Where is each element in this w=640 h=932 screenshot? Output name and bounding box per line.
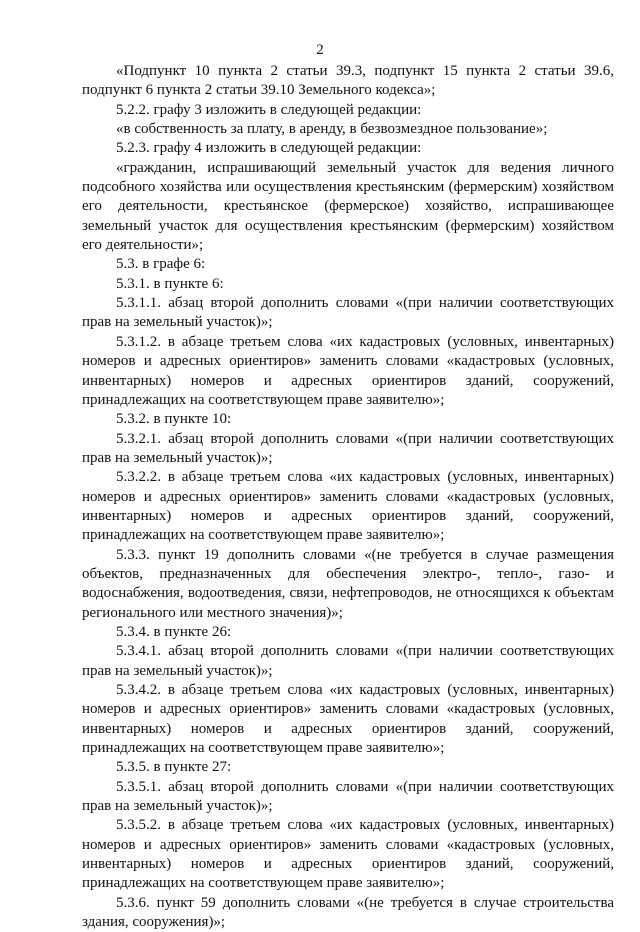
paragraph-5-3-4: 5.3.4. в пункте 26: (116, 623, 232, 640)
paragraph-5-2-3: 5.2.3. графу 4 изложить в следующей редакции: (116, 140, 422, 157)
paragraph-5-3-5: 5.3.5. в пункте 27: (116, 759, 232, 776)
paragraph-5-3-1: 5.3.1. в пункте 6: (116, 275, 224, 292)
paragraph-5-3-1-1: 5.3.1.1. абзац второй дополнить словами «(при наличии соответствующих прав на земельный участок)»; (82, 295, 614, 331)
paragraph-5-3-2-1: 5.3.2.1. абзац второй дополнить словами «(при наличии соответствующих прав на земельный участок)»; (82, 430, 614, 466)
paragraph-5-3: 5.3. в графе 6: (116, 256, 206, 273)
paragraph-5-3-6: 5.3.6. пункт 59 дополнить словами «(не требуется в случае строительства здания, сооружения)»; (82, 894, 614, 931)
paragraph-quote-ownership: «в собственность за плату, в аренду, в безвозмездное пользование»; (116, 121, 548, 138)
paragraph-quote-subpunkt: «Подпункт 10 пункта 2 статьи 39.3, подпункт 15 пункта 2 статьи 39.6, подпункт 6 пункта 2 статьи 39.10 Земельного кодекса»; (82, 63, 614, 99)
document-body (82, 62, 614, 932)
paragraph-5-3-4-1: 5.3.4.1. абзац второй дополнить словами «(при наличии соответствующих прав на земельный участок)»; (82, 643, 614, 679)
paragraph-5-3-1-2: 5.3.1.2. в абзаце третьем слова «их кадастровых (условных, инвентарных) номеров и адресных ориентиров» заменить словами «кадастровых (условных, инвентарных) номеров и адресных ориентиров зданий, сооружений, принадлежащих на соответствующем праве заявителю»; (82, 333, 614, 408)
paragraph-5-3-4-2: 5.3.4.2. в абзаце третьем слова «их кадастровых (условных, инвентарных) номеров и адресных ориентиров» заменить словами «кадастровых (условных, инвентарных) номеров и адресных ориентиров зданий, сооружений, принадлежащих на соответствующем праве заявителю»; (82, 682, 614, 757)
paragraph-5-3-5-2: 5.3.5.2. в абзаце третьем слова «их кадастровых (условных, инвентарных) номеров и адресных ориентиров» заменить словами «кадастровых (условных, инвентарных) номеров и адресных ориентиров зданий, сооружений, принадлежащих на соответствующем праве заявителю»; (82, 817, 614, 892)
paragraph-5-3-2: 5.3.2. в пункте 10: (116, 411, 232, 428)
page-number: 2 (316, 42, 324, 58)
paragraph-5-3-2-2: 5.3.2.2. в абзаце третьем слова «их кадастровых (условных, инвентарных) номеров и адресных ориентиров» заменить словами «кадастровых (условных, инвентарных) номеров и адресных ориентиров зданий, сооружений, принадлежащих на соответствующем праве заявителю»; (82, 469, 614, 544)
paragraph-quote-citizen: «гражданин, испрашивающий земельный участок для ведения личного подсобного хозяйства или осуществления крестьянским (фермерским) хозяйством его деятельности, крестьянское (фермерское) хозяйство, испрашивающее земельный участок для осуществления крестьянским (фермерским) хозяйством его деятельности»; (82, 159, 614, 254)
paragraph-5-3-5-1: 5.3.5.1. абзац второй дополнить словами «(при наличии соответствующих прав на земельный участок)»; (82, 778, 614, 815)
paragraph-5-3-3: 5.3.3. пункт 19 дополнить словами «(не требуется в случае размещения объектов, предназначенных для обеспечения электро-, тепло-, газо- и водоснабжения, водоотведения, связи, нефтепроводов, не относящихся к объектам регионального или местного значения)»; (82, 546, 614, 621)
paragraph-5-2-2: 5.2.2. графу 3 изложить в следующей редакции: (116, 101, 422, 118)
